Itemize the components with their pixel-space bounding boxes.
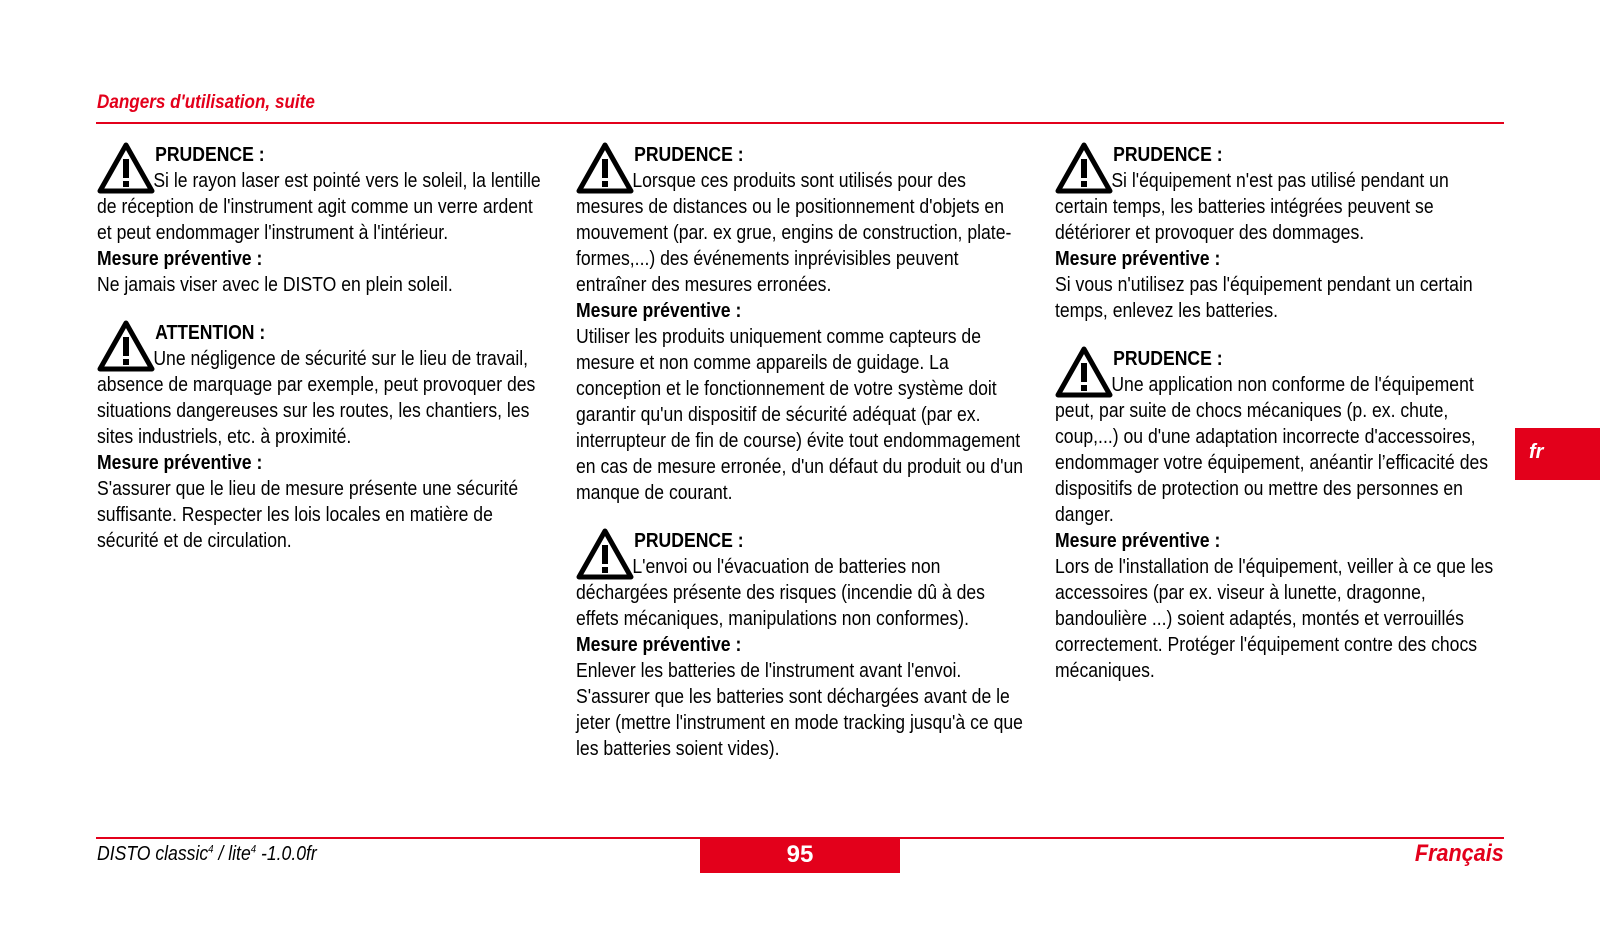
preventive-measure-label: Mesure préventive :	[97, 248, 263, 270]
preventive-measure-text: Si vous n'utilisez pas l'équipement pendant un certain temps, enlevez les batteries.	[1055, 274, 1473, 322]
warning-title: PRUDENCE :	[1113, 144, 1223, 166]
preventive-measure-label: Mesure préventive :	[576, 634, 742, 656]
language-tab-label: fr	[1529, 441, 1544, 463]
page-number-box	[700, 837, 900, 873]
preventive-measure-text: Enlever les batteries de l'instrument avant l'envoi. S'assurer que les batteries sont déchargées avant de le jeter (mettre l'instrument en mode tracking jusqu'à ce que les batteries soient vides).	[576, 660, 1023, 760]
warning-text: Lorsque ces produits sont utilisés pour des mesures de distances ou le positionnement d'objets en mouvement (par. ex grue, engins de construction, plate-formes,...) des événements inprévisibles peuvent entraîner des mesures erronées.	[576, 170, 1012, 296]
preventive-measure-label: Mesure préventive :	[97, 452, 263, 474]
product-superscript-2: 4	[250, 843, 257, 856]
preventive-measure-text: Utiliser les produits uniquement comme capteurs de mesure et non comme appareils de guidage. La conception et le fonctionnement de votre système doit garantir qu'un dispositif de sécurité adéquat (par ex. interrupteur de fin de course) évite tout endommagement en cas de mesure erronée, d'un défaut du produit ou d'un manque de courant.	[576, 326, 1024, 504]
language-tab	[1515, 428, 1600, 480]
preventive-measure-label: Mesure préventive :	[1055, 530, 1221, 552]
preventive-measure-text: S'assurer que le lieu de mesure présente une sécurité suffisante. Respecter les lois locales en matière de sécurité et de circulation.	[97, 478, 519, 552]
warning-block	[1055, 346, 1503, 684]
page-number: 95	[786, 841, 814, 868]
footer-product-version	[97, 843, 317, 866]
preventive-measure-text: Ne jamais viser avec le DISTO en plein soleil.	[97, 274, 453, 296]
warning-title: PRUDENCE :	[634, 144, 744, 166]
warning-text: Une application non conforme de l'équipement peut, par suite de chocs mécaniques (p. ex. chute, coup,...) ou d'une adaptation incorrecte d'accessoires, endommager votre équipement, anéantir l’efficacité des dispositifs de protection ou mettre des personnes en danger.	[1055, 374, 1489, 526]
warning-block	[97, 142, 545, 298]
warning-block	[97, 320, 545, 554]
warning-text: Si le rayon laser est pointé vers le soleil, la lentille de réception de l'instrument agit comme un verre ardent et peut endommager l'instrument à l'intérieur.	[97, 170, 541, 244]
warning-title: PRUDENCE :	[1113, 348, 1223, 370]
warning-title: PRUDENCE :	[155, 144, 265, 166]
product-middle: / lite	[213, 843, 251, 865]
warning-block	[576, 142, 1024, 506]
column-2	[576, 142, 1024, 784]
header-rule	[96, 122, 1504, 124]
warning-block	[1055, 142, 1503, 324]
preventive-measure-label: Mesure préventive :	[576, 300, 742, 322]
product-superscript-1: 4	[208, 843, 214, 856]
section-title: Dangers d'utilisation, suite	[97, 92, 315, 113]
warning-text: Une négligence de sécurité sur le lieu de travail, absence de marquage par exemple, peut provoquer des situations dangereuses sur les routes, les chantiers, les sites industriels, etc. à proximité.	[97, 348, 536, 448]
warning-text: Si l'équipement n'est pas utilisé pendant un certain temps, les batteries intégrées peuvent se détériorer et provoquer des dommages.	[1055, 170, 1449, 244]
warning-text: L'envoi ou l'évacuation de batteries non déchargées présente des risques (incendie dû à des effets mécaniques, manipulations non conformes).	[576, 556, 985, 630]
warning-title: PRUDENCE :	[634, 530, 744, 552]
warning-title: ATTENTION :	[155, 322, 266, 344]
warning-block	[576, 528, 1024, 762]
preventive-measure-text: Lors de l'installation de l'équipement, veiller à ce que les accessoires (par ex. viseur à lunette, dragonne, bandoulière ...) soient adaptés, montés et verrouillés correctement. Protéger l'équipement contre des chocs mécaniques.	[1055, 556, 1494, 682]
product-prefix: DISTO classic	[97, 843, 209, 865]
footer-language: Français	[1415, 840, 1504, 867]
preventive-measure-label: Mesure préventive :	[1055, 248, 1221, 270]
column-1	[97, 142, 545, 576]
column-3	[1055, 142, 1503, 706]
product-suffix: -1.0.0fr	[256, 843, 317, 865]
